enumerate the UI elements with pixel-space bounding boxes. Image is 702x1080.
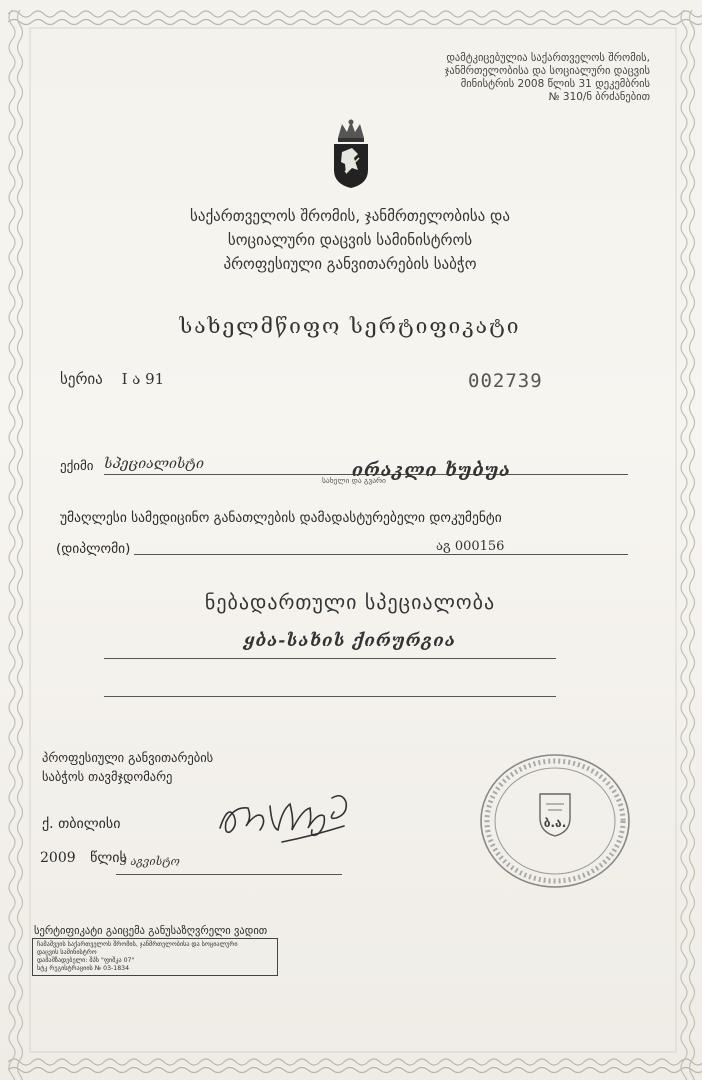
approval-line: ჯანმრთელობისა და სოციალური დაცვის bbox=[444, 65, 650, 77]
chair-title bbox=[42, 748, 213, 786]
education-label: უმაღლესი სამედიცინო განათლების დამადასტურებელი დოკუმენტი bbox=[60, 510, 502, 526]
issuer-line: პროფესიული განვითარების საბჭო bbox=[223, 255, 477, 273]
date-row bbox=[40, 850, 127, 866]
role-value: სპეციალისტი bbox=[104, 456, 204, 472]
printer-line: სტკ რეგისტრაციის № 03-1834 bbox=[37, 965, 130, 972]
place: ქ. თბილისი bbox=[42, 816, 121, 832]
series-row bbox=[60, 370, 164, 388]
diploma-underline bbox=[134, 554, 628, 555]
printer-line: ჩამაშვეის საქართველოს შრომის, ჯანმრთელობისა და სოციალური bbox=[37, 941, 238, 948]
specialty-underline-2 bbox=[104, 696, 556, 697]
date-day-month: 3 აგვისტო bbox=[120, 855, 180, 868]
date-underline bbox=[116, 874, 342, 875]
approval-line: № 310/ნ ბრძანებით bbox=[548, 91, 650, 103]
coat-of-arms-icon bbox=[328, 118, 374, 190]
series-label: სერია bbox=[60, 370, 103, 388]
certificate-title: სახელმწიფო სერტიფიკატი bbox=[179, 314, 521, 338]
specialty-value: ყბა-სახის ქირურგია bbox=[244, 631, 456, 651]
printer-box bbox=[32, 938, 278, 976]
signature bbox=[212, 782, 362, 862]
name-caption: სახელი და გვარი bbox=[322, 476, 386, 485]
role-label: ექიმი bbox=[60, 459, 94, 474]
issuer-block bbox=[130, 204, 570, 276]
printer-line: დამამზადებელი: შპს "ფიშკა 07" bbox=[37, 957, 135, 964]
holder-name: ირაკლი ხუბუა bbox=[352, 460, 511, 481]
diploma-label: (დიპლომი) bbox=[56, 541, 131, 557]
diploma-value: აგ 000156 bbox=[436, 539, 505, 554]
certificate-number: 002739 bbox=[468, 370, 543, 392]
specialty-heading: ნებადართული სპეციალობა bbox=[204, 590, 496, 614]
validity-note: სერტიფიკატი გაიცემა განუსაზღვრელი ვადით bbox=[34, 925, 268, 937]
chair-line: პროფესიული განვითარების bbox=[42, 750, 214, 765]
stamp-initials: ბ.ა. bbox=[543, 816, 567, 830]
specialty-underline bbox=[104, 658, 556, 659]
printer-line: დაცვის სამინისტრო bbox=[37, 949, 97, 956]
approval-line: მინისტრის 2008 წლის 31 დეკემბრის bbox=[460, 78, 650, 90]
date-year: 2009 bbox=[40, 850, 76, 866]
approval-note bbox=[400, 52, 650, 104]
series-value: I ა 91 bbox=[121, 370, 165, 388]
issuer-line: საქართველოს შრომის, ჯანმრთელობისა და bbox=[190, 207, 510, 225]
issuer-line: სოციალური დაცვის სამინისტროს bbox=[227, 231, 473, 249]
approval-line: დამტკიცებულია საქართველოს შრომის, bbox=[446, 52, 650, 64]
date-year-suffix: წლის bbox=[90, 850, 127, 866]
chair-line: საბჭოს თავმჯდომარე bbox=[42, 769, 173, 784]
